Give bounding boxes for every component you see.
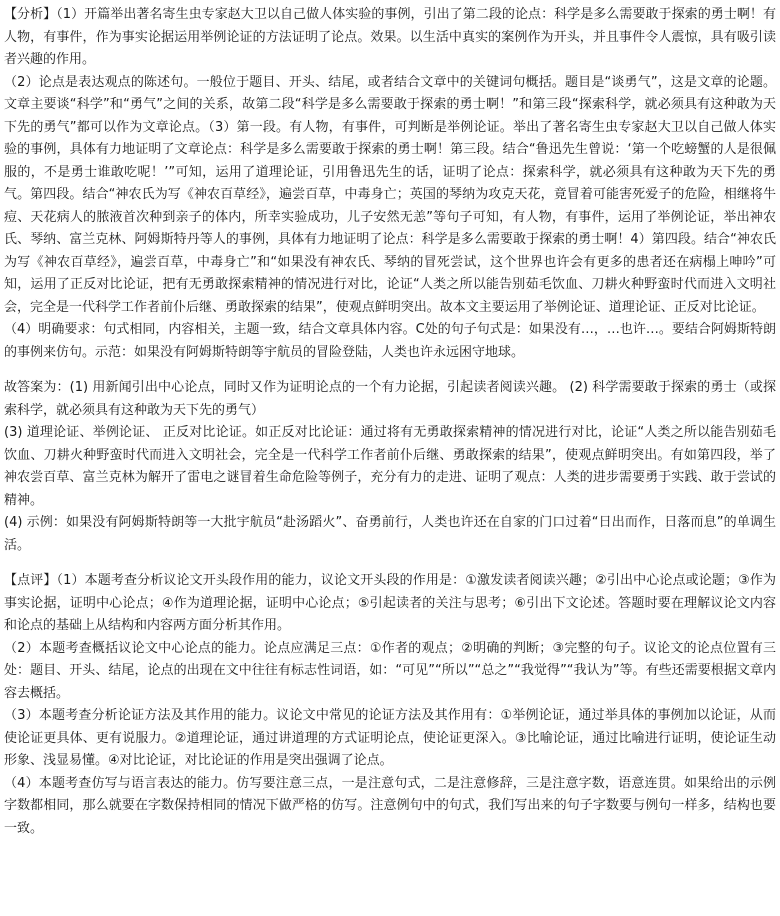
answer-paragraph-1: 故答案为：(1) 用新闻引出中心论点，同时又作为证明论点的一个有力论据，引起读者阅读兴趣。 (2) 科学需要敢于探索的勇士（或探索科学，就必须具有这种敢为天下先的勇气） — [4, 380, 776, 418]
comment-paragraph-1: 【点评】（1）本题考查分析议论文开头段作用的能力，议论文开头段的作用是：①激发读者阅读兴趣；②引出中心论点或论题；③作为事实论据，证明中心论点；④作为道理论据，证明中心论点；⑤引起读者的关注与思考；⑥引出下文论述。答题时要在理解议论文内容和论点的基础上从结构和内容两方面分析其作用。 — [4, 573, 776, 633]
answer-paragraph-3: (4) 示例：如果没有阿姆斯特朗等一大批宇航员“赴汤蹈火”、奋勇前行，人类也许还在自家的门口过着“日出而作，日落而息”的单调生活。 — [4, 515, 776, 553]
analysis-paragraph-1: 【分析】（1）开篇举出著名寄生虫专家赵大卫以自己做人体实验的事例，引出了第二段的论点：科学是多么需要敢于探索的勇士啊！有人物，有事件，作为事实论据运用举例论证的方法证明了论点。效果。以生活中真实的案例作为开头，并且事件令人震惊，具有吸引读者兴趣的作用。 — [4, 7, 776, 67]
analysis-paragraph-3: （4）明确要求：句式相同，内容相关，主题一致，结合文章具体内容。C处的句子句式是：如果没有…，…也许…。要结合阿姆斯特朗的事例来仿句。示范：如果没有阿姆斯特朗等宇航员的冒险登陆，人类也许永远困守地球。 — [4, 322, 776, 360]
answer-paragraph-2: (3) 道理论证、举例论证、 正反对比论证。如正反对比论证：通过将有无勇敢探索精神的情况进行对比，论证“人类之所以能告别茹毛饮血、刀耕火种野蛮时代而进入文明社会，完全是一代科学工作者前仆后继、勇敢探索的结果”，使观点鲜明突出。有如第四段，举了神农尝百草、富兰克林为解开了雷电之谜冒着生命危险等例子，充分有力的走进、证明了观点：人类的进步需要勇于实践、敢于尝试的精神。 — [4, 425, 776, 508]
section-gap — [4, 364, 776, 377]
answer-section — [4, 377, 776, 557]
analysis-section — [4, 4, 776, 364]
section-gap — [4, 557, 776, 570]
comment-paragraph-2: （2）本题考查概括议论文中心论点的能力。论点应满足三点：①作者的观点；②明确的判断；③完整的句子。议论文的论点位置有三处：题目、开头、结尾，论点的出现在文中往往有标志性词语，如：“可见”“所以”“总之”“我觉得”“我认为”等。有些还需要根据文章内容去概括。 — [4, 640, 776, 701]
comment-section — [4, 570, 776, 840]
comment-paragraph-3: （3）本题考查分析论证方法及其作用的能力。议论文中常见的论证方法及其作用有：①举例论证，通过举具体的事例加以论证，从而使论证更具体、更有说服力。②道理论证，通过讲道理的方式证明论点，使论证更深入。③比喻论证，通过比喻进行证明，使论证生动形象、浅显易懂。④对比论证，对比论证的作用是突出强调了论点。 — [4, 708, 776, 768]
analysis-paragraph-2: （2）论点是表达观点的陈述句。一般位于题目、开头、结尾，或者结合文章中的关键词句概括。题目是“谈勇气”，这是文章的论题。文章主要谈“科学”和“勇气”之间的关系，故第二段“科学是多么需要敢于探索的勇士啊！”和第三段“探索科学，就必须具有这种敢为天下先的勇气”都可以作为文章论点。（3）第一段。有人物，有事件，可判断是举例论证。举出了著名寄生虫专家赵大卫以自己做人体实验的事例，具体有力地证明了文章论点：科学是多么需要敢于探索的勇士啊！第三段。结合“鲁迅先生曾说：‘第一个吃螃蟹的人是很佩服的，不是勇士谁敢吃呢！’”可知，运用了道理论证，引用鲁迅先生的话，证明了论点：探索科学，就必须具有这种敢为天下先的勇气。第四段。结合“神农氏为写《神农百草经》，遍尝百草，中毒身亡；英国的琴纳为攻克天花，竟冒着可能害死爱子的危险，相继将牛痘、天花病人的脓液首次种到亲子的体内，所幸实验成功，儿子安然无恙”等句子可知，有人物，有事件，运用了举例论证，举出神农氏、琴纳、富兰克林、阿姆斯特丹等人的事例，具体有力地证明了论点：科学是多么需要敢于探索的勇士啊！4）第四段。结合“神农氏为写《神农百草经》，遍尝百草，中毒身亡”和“如果没有神农氏、琴纳的冒死尝试，这个世界也许会有更多的患者还在病榻上呻吟”可知，运用了正反对比论证，把有无勇敢探索精神的情况进行对比，论证“人类之所以能告别茹毛饮血、刀耕火种野蛮时代而进入文明社会，完全是一代科学工作者前仆后继、勇敢探索的结果”，使观点鲜明突出。故本文主要运用了举例论证、道理论证、正反对比论证。 — [4, 74, 776, 315]
comment-paragraph-4: （4）本题考查仿写与语言表达的能力。仿写要注意三点，一是注意句式，二是注意修辞，三是注意字数，语意连贯。如果给出的示例字数都相同，那么就要在字数保持相同的情况下做严格的仿写。注意例句中的句式，我们写出来的句子字数要与例句一样多，结构也要一致。 — [4, 775, 776, 836]
